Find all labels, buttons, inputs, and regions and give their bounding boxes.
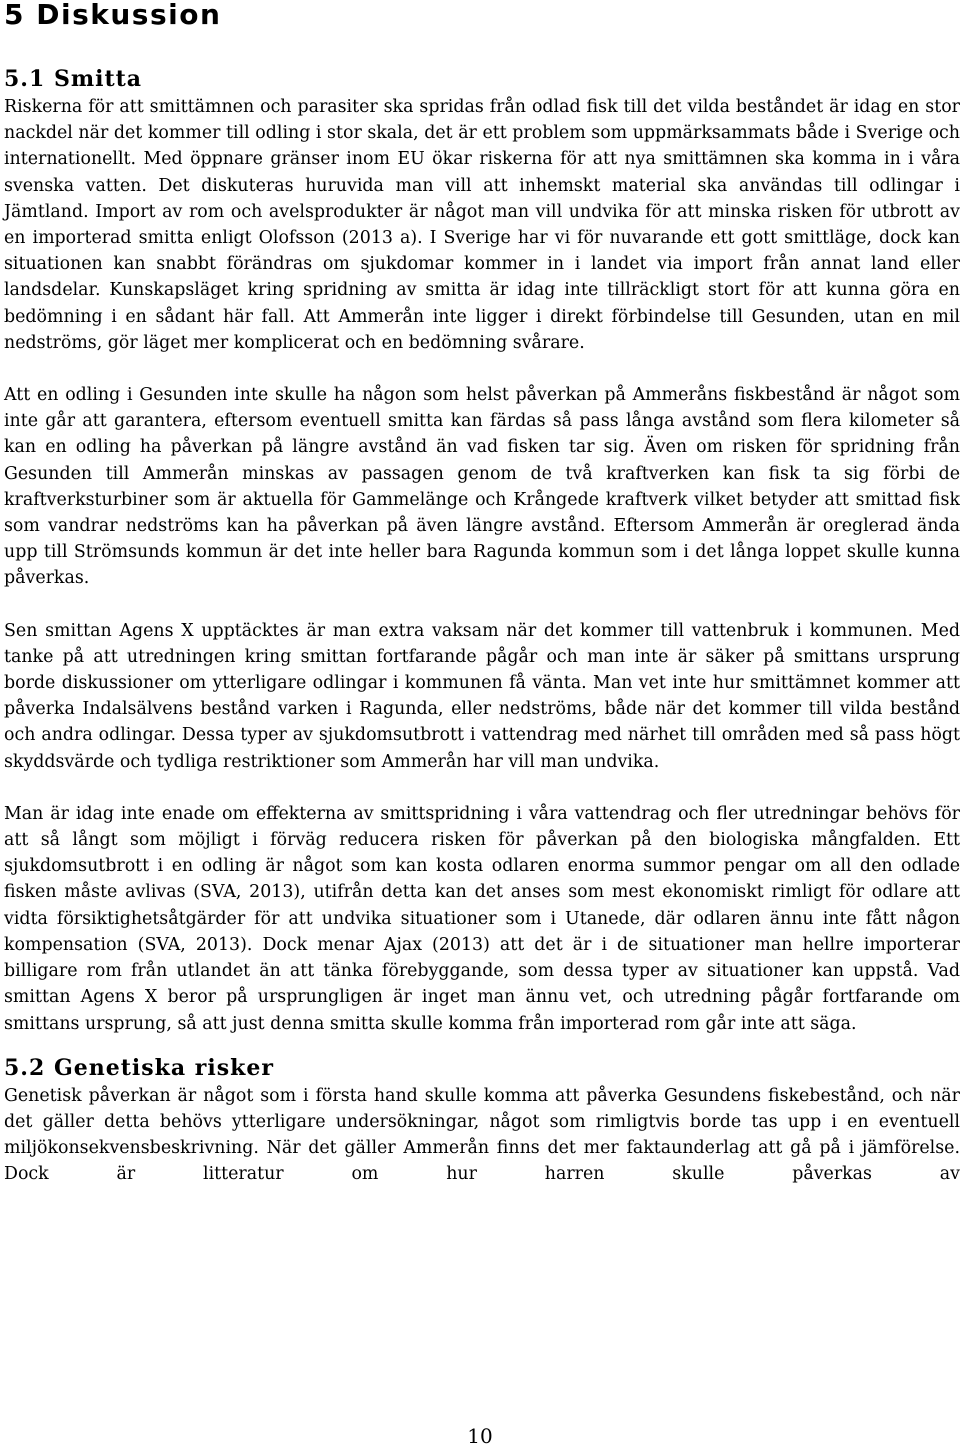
chapter-heading <box>4 0 960 48</box>
paragraph: Sen smittan Agens X upptäcktes är man extra vaksam när det kommer till vattenbruk i kommunen. Med tanke på att utredningen kring smittan fortfarande pågår och man inte är säker på smittans ursprung borde diskussioner om ytterligare odlingar i kommunen få vänta. Man vet inte hur smittämnet kommer att påverka Indalsälvens bestånd varken i Ragunda, eller nedströms, både när det kommer till vilda bestånd och andra odlingar. Dessa typer av sjukdomsutbrott i vattendrag med närhet till områden med så pass högt skyddsvärde och tydliga restriktioner som Ammerån har vill man undvika. <box>4 620 960 772</box>
document-page <box>4 0 960 1188</box>
paragraph: Genetisk påverkan är något som i första hand skulle komma att påverka Gesundens fiskebestånd, och när det gäller detta behövs ytterligare undersökningar, något som rimligtvis borde tas upp i en eventuell miljökonsekvensbeskrivning. När det gäller Ammerån finns det mer faktaunderlag att gå på i jämförelse. Dock är litteratur om hur harren skulle påverkas av <box>4 1085 960 1185</box>
section-heading-smitta <box>4 64 960 94</box>
chapter-title: Diskussion <box>36 0 222 31</box>
section-number: 5.2 <box>4 1054 46 1081</box>
section-number: 5.1 <box>4 66 46 92</box>
section-title: Smitta <box>53 66 143 92</box>
chapter-number: 5 <box>4 0 25 31</box>
section-title: Genetiska risker <box>53 1054 274 1081</box>
paragraph: Riskerna för att smittämnen och parasiter ska spridas från odlad fisk till det vilda beståndet är idag en stor nackdel när det kommer till odling i stor skala, det är ett problem som uppmärksammats både i Sverige och internationellt. Med öppnare gränser inom EU ökar riskerna för att nya smittämnen ska komma in i våra svenska vatten. Det diskuteras huruvida man vill att inhemskt material ska användas till odlingar i Jämtland. Import av rom och avelsprodukter är något man vill undvika för att minska risken för utbrott av en importerad smitta enligt Olofsson (2013 a). I Sverige har vi för nuvarande ett gott smittläge, dock kan situationen kan snabbt förändras om sjukdomar kommer in i landet via import från annat land eller landsdelar. Kunskapsläget kring spridning av smitta är idag inte tillräckligt stort för att kunna göra en bedömning i en sådant här fall. Att Ammerån inte ligger i direkt förbindelse till Gesunden, utan en mil nedströms, gör läget mer komplicerat och en bedömning svårare. <box>4 97 960 353</box>
paragraph: Att en odling i Gesunden inte skulle ha någon som helst påverkan på Ammeråns fiskbestånd är något som inte går att garantera, eftersom eventuell smitta kan färdas så pass långa avstånd som flera kilometer så kan en odling ha påverkan på längre avstånd än vad fisken tar sig. Även om risken för spridning från Gesunden till Ammerån minskas av passagen genom de två kraftverken kan fisk ta sig förbi de kraftverksturbiner som är aktuella för Gammelänge och Krångede kraftverk vilket betyder att smittad fisk som vandrar nedströms kan ha påverkan på även längre avstånd. Eftersom Ammerån är oreglerad ända upp till Strömsunds kommun är det inte heller bara Ragunda kommun som i det långa loppet skulle kunna påverkas. <box>4 385 960 589</box>
section-heading-genetiska-risker <box>4 1053 960 1083</box>
paragraph: Man är idag inte enade om effekterna av smittspridning i våra vattendrag och fler utredningar behövs för att så långt som möjligt i förväg reducera risken för påverkan på den biologiska mångfalden. Ett sjukdomsutbrott i en odling är något som kan kosta odlaren enorma summor pengar om all den odlade fisken måste avlivas (SVA, 2013), utifrån detta kan det anses som mest ekonomiskt rimligt för odlare att vidta försiktighetsåtgärder för att undvika situationer som i Utanede, där odlaren ännu inte fått någon kompensation (SVA, 2013). Dock menar Ajax (2013) att det är i de situationer man hellre importerar billigare rom från utlandet än att tänka förebyggande, som dessa typer av situationer kan uppstå. Vad smittan Agens X beror på ursprungligen är inget man ännu vet, och utredning pågår fortfarande om smittans ursprung, så att just denna smitta skulle komma från importerad rom går inte att säga. <box>4 803 960 1034</box>
page-number: 10 <box>467 1424 493 1448</box>
